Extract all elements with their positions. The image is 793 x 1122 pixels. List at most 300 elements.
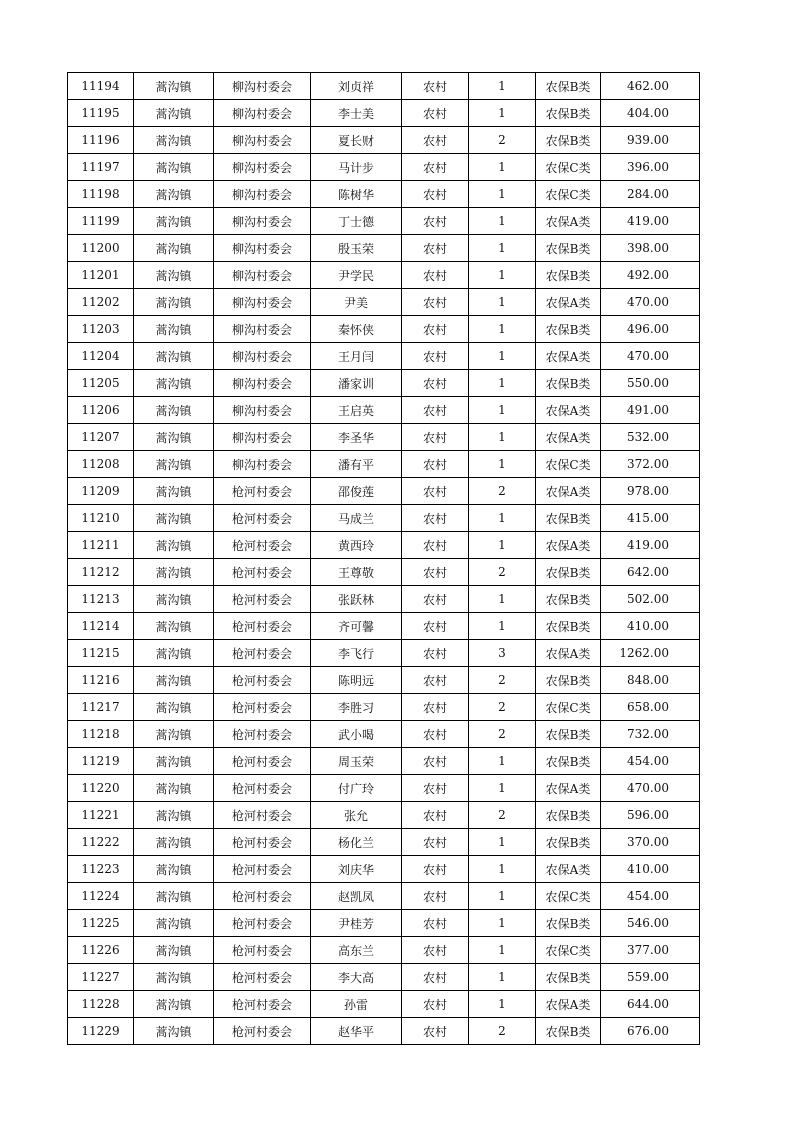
table-row	[68, 154, 700, 181]
serial-number-cell: 11222	[68, 829, 134, 856]
people-count-cell: 1	[469, 748, 536, 775]
people-count-cell: 1	[469, 532, 536, 559]
household-type-cell: 农村	[402, 775, 469, 802]
people-count-cell: 1	[469, 451, 536, 478]
village-committee-cell: 枪河村委会	[214, 991, 311, 1018]
person-name-cell: 孙雷	[311, 991, 402, 1018]
insurance-category-cell: 农保A类	[536, 424, 601, 451]
serial-number-cell: 11225	[68, 910, 134, 937]
serial-number-cell: 11227	[68, 964, 134, 991]
serial-number-cell: 11220	[68, 775, 134, 802]
people-count-cell: 1	[469, 289, 536, 316]
people-count-cell: 1	[469, 883, 536, 910]
people-count-cell: 1	[469, 73, 536, 100]
household-type-cell: 农村	[402, 181, 469, 208]
amount-cell: 415.00	[601, 505, 700, 532]
household-type-cell: 农村	[402, 694, 469, 721]
people-count-cell: 1	[469, 613, 536, 640]
village-committee-cell: 枪河村委会	[214, 694, 311, 721]
insurance-category-cell: 农保B类	[536, 235, 601, 262]
household-type-cell: 农村	[402, 370, 469, 397]
people-count-cell: 1	[469, 775, 536, 802]
town-cell: 蒿沟镇	[134, 208, 214, 235]
town-cell: 蒿沟镇	[134, 181, 214, 208]
people-count-cell: 1	[469, 991, 536, 1018]
insurance-category-cell: 农保B类	[536, 667, 601, 694]
village-committee-cell: 枪河村委会	[214, 613, 311, 640]
people-count-cell: 1	[469, 964, 536, 991]
serial-number-cell: 11199	[68, 208, 134, 235]
person-name-cell: 尹桂芳	[311, 910, 402, 937]
town-cell: 蒿沟镇	[134, 1018, 214, 1045]
serial-number-cell: 11200	[68, 235, 134, 262]
town-cell: 蒿沟镇	[134, 451, 214, 478]
town-cell: 蒿沟镇	[134, 316, 214, 343]
household-type-cell: 农村	[402, 586, 469, 613]
village-committee-cell: 枪河村委会	[214, 1018, 311, 1045]
amount-cell: 1262.00	[601, 640, 700, 667]
household-type-cell: 农村	[402, 289, 469, 316]
amount-cell: 470.00	[601, 289, 700, 316]
amount-cell: 419.00	[601, 532, 700, 559]
table-row	[68, 181, 700, 208]
table-row	[68, 262, 700, 289]
insurance-category-cell: 农保B类	[536, 613, 601, 640]
insurance-category-cell: 农保C类	[536, 451, 601, 478]
table-row	[68, 802, 700, 829]
serial-number-cell: 11218	[68, 721, 134, 748]
person-name-cell: 赵华平	[311, 1018, 402, 1045]
table-row	[68, 1018, 700, 1045]
serial-number-cell: 11228	[68, 991, 134, 1018]
table-row	[68, 640, 700, 667]
amount-cell: 502.00	[601, 586, 700, 613]
serial-number-cell: 11224	[68, 883, 134, 910]
household-type-cell: 农村	[402, 532, 469, 559]
village-committee-cell: 柳沟村委会	[214, 343, 311, 370]
town-cell: 蒿沟镇	[134, 640, 214, 667]
village-committee-cell: 枪河村委会	[214, 964, 311, 991]
table-row	[68, 667, 700, 694]
insurance-category-cell: 农保B类	[536, 370, 601, 397]
town-cell: 蒿沟镇	[134, 235, 214, 262]
town-cell: 蒿沟镇	[134, 100, 214, 127]
insurance-category-cell: 农保B类	[536, 100, 601, 127]
serial-number-cell: 11198	[68, 181, 134, 208]
village-committee-cell: 枪河村委会	[214, 775, 311, 802]
amount-cell: 532.00	[601, 424, 700, 451]
town-cell: 蒿沟镇	[134, 532, 214, 559]
insurance-category-cell: 农保B类	[536, 1018, 601, 1045]
people-count-cell: 1	[469, 262, 536, 289]
amount-cell: 676.00	[601, 1018, 700, 1045]
person-name-cell: 张跃林	[311, 586, 402, 613]
insurance-category-cell: 农保C类	[536, 694, 601, 721]
people-count-cell: 1	[469, 370, 536, 397]
person-name-cell: 王月闫	[311, 343, 402, 370]
amount-cell: 370.00	[601, 829, 700, 856]
household-type-cell: 农村	[402, 424, 469, 451]
table-row	[68, 937, 700, 964]
insurance-category-cell: 农保B类	[536, 829, 601, 856]
insurance-category-cell: 农保B类	[536, 721, 601, 748]
insurance-category-cell: 农保A类	[536, 532, 601, 559]
village-committee-cell: 枪河村委会	[214, 910, 311, 937]
amount-cell: 559.00	[601, 964, 700, 991]
amount-cell: 410.00	[601, 856, 700, 883]
amount-cell: 732.00	[601, 721, 700, 748]
village-committee-cell: 柳沟村委会	[214, 316, 311, 343]
town-cell: 蒿沟镇	[134, 289, 214, 316]
household-type-cell: 农村	[402, 640, 469, 667]
people-count-cell: 2	[469, 559, 536, 586]
amount-cell: 939.00	[601, 127, 700, 154]
serial-number-cell: 11206	[68, 397, 134, 424]
person-name-cell: 李飞行	[311, 640, 402, 667]
table-row	[68, 73, 700, 100]
amount-cell: 419.00	[601, 208, 700, 235]
person-name-cell: 刘庆华	[311, 856, 402, 883]
household-type-cell: 农村	[402, 235, 469, 262]
person-name-cell: 秦怀侠	[311, 316, 402, 343]
serial-number-cell: 11205	[68, 370, 134, 397]
people-count-cell: 2	[469, 694, 536, 721]
table-row	[68, 424, 700, 451]
people-count-cell: 1	[469, 181, 536, 208]
table-row	[68, 964, 700, 991]
household-type-cell: 农村	[402, 262, 469, 289]
insurance-category-cell: 农保B类	[536, 505, 601, 532]
serial-number-cell: 11209	[68, 478, 134, 505]
serial-number-cell: 11197	[68, 154, 134, 181]
person-name-cell: 李士美	[311, 100, 402, 127]
amount-cell: 470.00	[601, 775, 700, 802]
serial-number-cell: 11216	[68, 667, 134, 694]
village-committee-cell: 柳沟村委会	[214, 154, 311, 181]
serial-number-cell: 11212	[68, 559, 134, 586]
household-type-cell: 农村	[402, 397, 469, 424]
amount-cell: 596.00	[601, 802, 700, 829]
table-row	[68, 397, 700, 424]
town-cell: 蒿沟镇	[134, 73, 214, 100]
town-cell: 蒿沟镇	[134, 964, 214, 991]
person-name-cell: 殷玉荣	[311, 235, 402, 262]
town-cell: 蒿沟镇	[134, 370, 214, 397]
household-type-cell: 农村	[402, 910, 469, 937]
people-count-cell: 1	[469, 829, 536, 856]
person-name-cell: 李胜习	[311, 694, 402, 721]
household-type-cell: 农村	[402, 100, 469, 127]
village-committee-cell: 柳沟村委会	[214, 370, 311, 397]
village-committee-cell: 柳沟村委会	[214, 262, 311, 289]
town-cell: 蒿沟镇	[134, 127, 214, 154]
insurance-category-cell: 农保B类	[536, 262, 601, 289]
person-name-cell: 高东兰	[311, 937, 402, 964]
town-cell: 蒿沟镇	[134, 883, 214, 910]
table-row	[68, 721, 700, 748]
village-committee-cell: 柳沟村委会	[214, 127, 311, 154]
table-row	[68, 856, 700, 883]
insurance-category-cell: 农保C类	[536, 883, 601, 910]
person-name-cell: 尹美	[311, 289, 402, 316]
person-name-cell: 王尊敬	[311, 559, 402, 586]
people-count-cell: 2	[469, 802, 536, 829]
village-committee-cell: 柳沟村委会	[214, 289, 311, 316]
serial-number-cell: 11215	[68, 640, 134, 667]
people-count-cell: 3	[469, 640, 536, 667]
amount-cell: 978.00	[601, 478, 700, 505]
household-type-cell: 农村	[402, 721, 469, 748]
person-name-cell: 黄西玲	[311, 532, 402, 559]
serial-number-cell: 11210	[68, 505, 134, 532]
table-row	[68, 532, 700, 559]
village-committee-cell: 柳沟村委会	[214, 100, 311, 127]
people-count-cell: 1	[469, 316, 536, 343]
amount-cell: 377.00	[601, 937, 700, 964]
village-committee-cell: 枪河村委会	[214, 721, 311, 748]
town-cell: 蒿沟镇	[134, 424, 214, 451]
town-cell: 蒿沟镇	[134, 478, 214, 505]
people-count-cell: 1	[469, 343, 536, 370]
serial-number-cell: 11196	[68, 127, 134, 154]
household-type-cell: 农村	[402, 1018, 469, 1045]
household-type-cell: 农村	[402, 829, 469, 856]
serial-number-cell: 11195	[68, 100, 134, 127]
table-row	[68, 343, 700, 370]
serial-number-cell: 11208	[68, 451, 134, 478]
village-committee-cell: 柳沟村委会	[214, 208, 311, 235]
town-cell: 蒿沟镇	[134, 829, 214, 856]
village-committee-cell: 枪河村委会	[214, 937, 311, 964]
village-committee-cell: 枪河村委会	[214, 505, 311, 532]
amount-cell: 491.00	[601, 397, 700, 424]
town-cell: 蒿沟镇	[134, 397, 214, 424]
table-row	[68, 127, 700, 154]
person-name-cell: 陈明远	[311, 667, 402, 694]
village-committee-cell: 枪河村委会	[214, 667, 311, 694]
household-type-cell: 农村	[402, 613, 469, 640]
insurance-category-cell: 农保A类	[536, 775, 601, 802]
village-committee-cell: 枪河村委会	[214, 883, 311, 910]
person-name-cell: 李大高	[311, 964, 402, 991]
amount-cell: 462.00	[601, 73, 700, 100]
serial-number-cell: 11211	[68, 532, 134, 559]
table-row	[68, 613, 700, 640]
insurance-category-cell: 农保B类	[536, 127, 601, 154]
serial-number-cell: 11194	[68, 73, 134, 100]
table-row	[68, 100, 700, 127]
household-type-cell: 农村	[402, 964, 469, 991]
serial-number-cell: 11207	[68, 424, 134, 451]
insurance-category-cell: 农保B类	[536, 748, 601, 775]
person-name-cell: 尹学民	[311, 262, 402, 289]
person-name-cell: 夏长财	[311, 127, 402, 154]
amount-cell: 454.00	[601, 748, 700, 775]
people-count-cell: 2	[469, 478, 536, 505]
amount-cell: 372.00	[601, 451, 700, 478]
person-name-cell: 周玉荣	[311, 748, 402, 775]
town-cell: 蒿沟镇	[134, 775, 214, 802]
village-committee-cell: 柳沟村委会	[214, 235, 311, 262]
insurance-category-cell: 农保B类	[536, 964, 601, 991]
person-name-cell: 齐可馨	[311, 613, 402, 640]
serial-number-cell: 11214	[68, 613, 134, 640]
town-cell: 蒿沟镇	[134, 937, 214, 964]
town-cell: 蒿沟镇	[134, 991, 214, 1018]
table-row	[68, 478, 700, 505]
table-row	[68, 748, 700, 775]
amount-cell: 284.00	[601, 181, 700, 208]
serial-number-cell: 11223	[68, 856, 134, 883]
insurance-category-cell: 农保B类	[536, 559, 601, 586]
people-count-cell: 1	[469, 235, 536, 262]
subsidy-roster-table	[67, 72, 700, 1045]
person-name-cell: 马成兰	[311, 505, 402, 532]
person-name-cell: 潘有平	[311, 451, 402, 478]
household-type-cell: 农村	[402, 343, 469, 370]
people-count-cell: 2	[469, 721, 536, 748]
amount-cell: 496.00	[601, 316, 700, 343]
household-type-cell: 农村	[402, 208, 469, 235]
table-row	[68, 910, 700, 937]
household-type-cell: 农村	[402, 559, 469, 586]
serial-number-cell: 11203	[68, 316, 134, 343]
household-type-cell: 农村	[402, 991, 469, 1018]
town-cell: 蒿沟镇	[134, 559, 214, 586]
insurance-category-cell: 农保A类	[536, 208, 601, 235]
people-count-cell: 1	[469, 910, 536, 937]
town-cell: 蒿沟镇	[134, 667, 214, 694]
town-cell: 蒿沟镇	[134, 505, 214, 532]
insurance-category-cell: 农保B类	[536, 73, 601, 100]
insurance-category-cell: 农保B类	[536, 802, 601, 829]
amount-cell: 644.00	[601, 991, 700, 1018]
person-name-cell: 赵凯凤	[311, 883, 402, 910]
table-row	[68, 208, 700, 235]
roster-body	[68, 73, 700, 1045]
household-type-cell: 农村	[402, 154, 469, 181]
table-row	[68, 451, 700, 478]
amount-cell: 410.00	[601, 613, 700, 640]
serial-number-cell: 11219	[68, 748, 134, 775]
household-type-cell: 农村	[402, 748, 469, 775]
town-cell: 蒿沟镇	[134, 154, 214, 181]
person-name-cell: 李圣华	[311, 424, 402, 451]
amount-cell: 396.00	[601, 154, 700, 181]
person-name-cell: 武小喝	[311, 721, 402, 748]
insurance-category-cell: 农保B类	[536, 316, 601, 343]
person-name-cell: 丁士德	[311, 208, 402, 235]
people-count-cell: 2	[469, 667, 536, 694]
household-type-cell: 农村	[402, 802, 469, 829]
people-count-cell: 1	[469, 937, 536, 964]
insurance-category-cell: 农保B类	[536, 910, 601, 937]
table-row	[68, 883, 700, 910]
village-committee-cell: 柳沟村委会	[214, 451, 311, 478]
table-row	[68, 235, 700, 262]
serial-number-cell: 11201	[68, 262, 134, 289]
table-row	[68, 586, 700, 613]
insurance-category-cell: 农保A类	[536, 343, 601, 370]
town-cell: 蒿沟镇	[134, 613, 214, 640]
person-name-cell: 马计步	[311, 154, 402, 181]
amount-cell: 658.00	[601, 694, 700, 721]
table-row	[68, 829, 700, 856]
table-row	[68, 316, 700, 343]
table-row	[68, 694, 700, 721]
people-count-cell: 1	[469, 397, 536, 424]
insurance-category-cell: 农保A类	[536, 397, 601, 424]
town-cell: 蒿沟镇	[134, 694, 214, 721]
insurance-category-cell: 农保C类	[536, 937, 601, 964]
serial-number-cell: 11229	[68, 1018, 134, 1045]
table-row	[68, 775, 700, 802]
village-committee-cell: 枪河村委会	[214, 478, 311, 505]
amount-cell: 550.00	[601, 370, 700, 397]
people-count-cell: 1	[469, 586, 536, 613]
person-name-cell: 张允	[311, 802, 402, 829]
village-committee-cell: 枪河村委会	[214, 856, 311, 883]
people-count-cell: 1	[469, 208, 536, 235]
town-cell: 蒿沟镇	[134, 343, 214, 370]
insurance-category-cell: 农保C类	[536, 154, 601, 181]
household-type-cell: 农村	[402, 856, 469, 883]
amount-cell: 398.00	[601, 235, 700, 262]
person-name-cell: 付广玲	[311, 775, 402, 802]
serial-number-cell: 11217	[68, 694, 134, 721]
table-row	[68, 559, 700, 586]
table-row	[68, 370, 700, 397]
household-type-cell: 农村	[402, 667, 469, 694]
serial-number-cell: 11221	[68, 802, 134, 829]
amount-cell: 470.00	[601, 343, 700, 370]
village-committee-cell: 枪河村委会	[214, 802, 311, 829]
insurance-category-cell: 农保A类	[536, 640, 601, 667]
town-cell: 蒿沟镇	[134, 910, 214, 937]
people-count-cell: 2	[469, 127, 536, 154]
table-row	[68, 505, 700, 532]
household-type-cell: 农村	[402, 505, 469, 532]
person-name-cell: 刘贞祥	[311, 73, 402, 100]
amount-cell: 404.00	[601, 100, 700, 127]
insurance-category-cell: 农保A类	[536, 289, 601, 316]
amount-cell: 492.00	[601, 262, 700, 289]
person-name-cell: 王启英	[311, 397, 402, 424]
village-committee-cell: 柳沟村委会	[214, 424, 311, 451]
amount-cell: 546.00	[601, 910, 700, 937]
table-row	[68, 991, 700, 1018]
table-row	[68, 289, 700, 316]
people-count-cell: 1	[469, 424, 536, 451]
insurance-category-cell: 农保A类	[536, 856, 601, 883]
town-cell: 蒿沟镇	[134, 262, 214, 289]
amount-cell: 454.00	[601, 883, 700, 910]
town-cell: 蒿沟镇	[134, 748, 214, 775]
person-name-cell: 邵俊莲	[311, 478, 402, 505]
village-committee-cell: 枪河村委会	[214, 748, 311, 775]
household-type-cell: 农村	[402, 478, 469, 505]
people-count-cell: 1	[469, 154, 536, 181]
village-committee-cell: 柳沟村委会	[214, 397, 311, 424]
village-committee-cell: 枪河村委会	[214, 559, 311, 586]
people-count-cell: 1	[469, 505, 536, 532]
insurance-category-cell: 农保A类	[536, 991, 601, 1018]
household-type-cell: 农村	[402, 316, 469, 343]
people-count-cell: 2	[469, 1018, 536, 1045]
person-name-cell: 陈树华	[311, 181, 402, 208]
serial-number-cell: 11226	[68, 937, 134, 964]
insurance-category-cell: 农保A类	[536, 478, 601, 505]
